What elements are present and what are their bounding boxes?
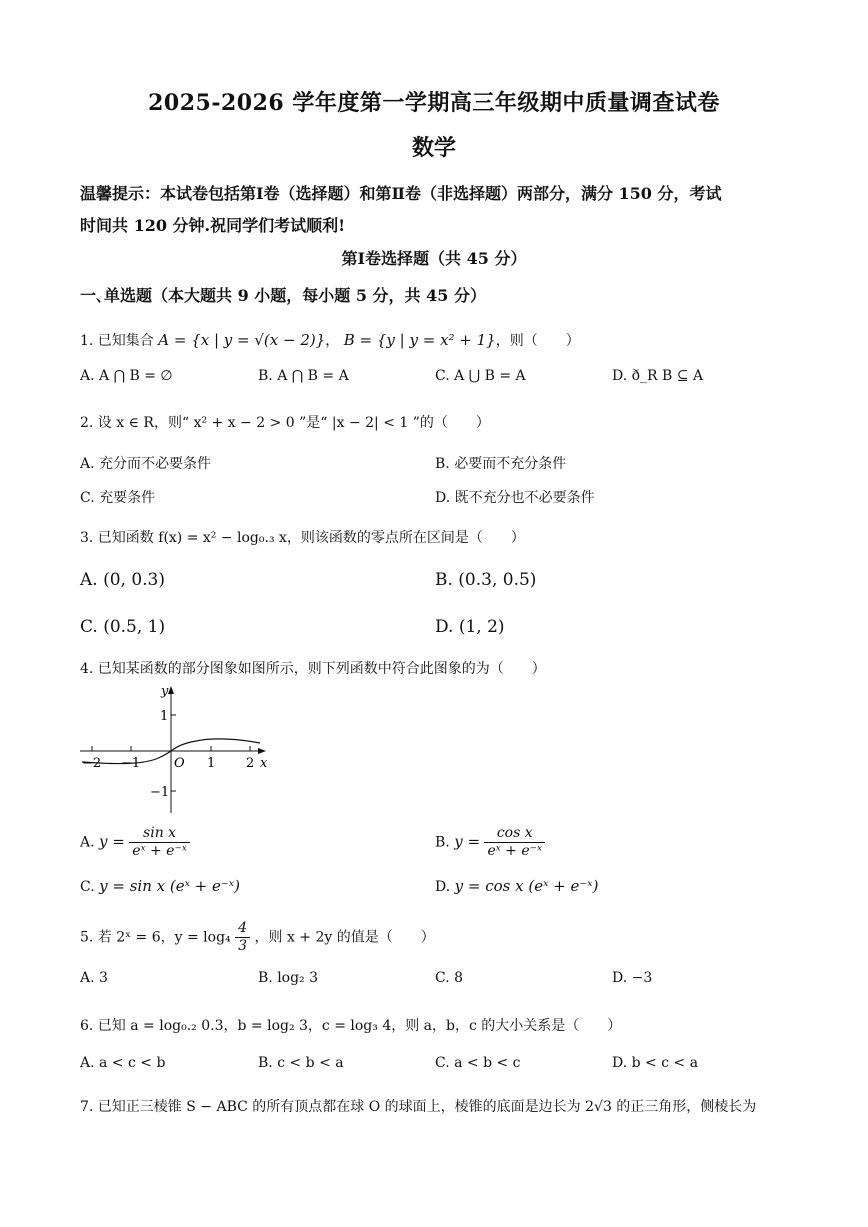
- q2-option-a: A. 充分而不必要条件: [80, 456, 212, 472]
- q4-a-denominator: eˣ + e⁻ˣ: [132, 843, 187, 859]
- q1-option-b: B. A ⋂ B = A: [258, 368, 349, 384]
- q5-fraction: [235, 920, 250, 955]
- q4-a-lhs: y =: [99, 832, 125, 851]
- origin-label: O: [174, 756, 185, 771]
- q4-option-b: [435, 825, 545, 860]
- tip-line-1: 温馨提示：本试卷包括第Ⅰ卷（选择题）和第Ⅱ卷（非选择题）两部分，满分 150 分，考试: [80, 184, 722, 203]
- tip-line-2: 时间共 120 分钟.祝同学们考试顺利!: [80, 216, 346, 235]
- y-tick-label-neg1: −1: [150, 785, 170, 800]
- q4-b-denominator: eˣ + e⁻ˣ: [487, 843, 542, 859]
- x-tick-label-neg1: −1: [121, 756, 141, 771]
- q4-c-text: y = sin x (eˣ + e⁻ˣ): [99, 877, 240, 895]
- q1-stem-pre: 1. 已知集合: [80, 333, 154, 349]
- q1-stem-post: ，则（ ）: [495, 333, 580, 349]
- q5-stem-pre: 5. 若 2ˣ = 6，y = log₄: [80, 929, 231, 946]
- y-axis-arrow: [168, 686, 174, 694]
- q2-option-d: D. 既不充分也不必要条件: [435, 490, 595, 506]
- q4-c-label: C.: [80, 879, 95, 895]
- q1-option-d: D. ð_R B ⊆ A: [612, 368, 704, 384]
- question-7-stem: 7. 已知正三棱锥 S − ABC 的所有顶点都在球 O 的球面上，棱锥的底面是边长为 2√3 的正三角形，侧棱长为: [80, 1099, 757, 1115]
- function-graph: [80, 683, 280, 815]
- question-4-stem: 4. 已知某函数的部分图象如图所示，则下列函数中符合此图象的为（ ）: [80, 661, 546, 677]
- x-tick-label-neg2: −2: [82, 756, 102, 771]
- y-tick-label-1: 1: [160, 709, 169, 724]
- q3-option-c: C. (0.5, 1): [80, 617, 166, 637]
- q6-option-a: A. a < c < b: [80, 1055, 166, 1071]
- y-axis-label: y: [161, 684, 169, 699]
- x-tick-label-2: 2: [246, 756, 255, 771]
- page-title: 2025-2026 学年度第一学期高三年级期中质量调查试卷: [148, 90, 720, 116]
- q4-b-lhs: y =: [454, 832, 481, 851]
- q4-b-fraction: [484, 825, 545, 860]
- question-6-stem: 6. 已知 a = log₀.₂ 0.3，b = log₂ 3，c = log₃ 4，则 a，b，c 的大小关系是（ ）: [80, 1018, 622, 1034]
- part-heading: 一､单选题（本大题共 9 小题，每小题 5 分，共 45 分）: [80, 286, 486, 305]
- x-tick-label-1: 1: [207, 756, 216, 771]
- section-heading: 第Ⅰ卷选择题（共 45 分）: [341, 249, 527, 268]
- q4-b-numerator: cos x: [484, 825, 545, 843]
- q6-option-d: D. b < c < a: [612, 1055, 699, 1071]
- q6-option-b: B. c < b < a: [258, 1055, 344, 1071]
- q5-stem-post: ，则 x + 2y 的值是（ ）: [254, 929, 435, 946]
- q4-d-text: y = cos x (eˣ + e⁻ˣ): [454, 877, 599, 895]
- q5-option-c: C. 8: [435, 970, 464, 986]
- q4-option-c: [80, 877, 240, 895]
- exam-tip: [80, 178, 795, 242]
- q1-set-b: B = {y | y = x² + 1}: [343, 331, 496, 349]
- q3-option-a: A. (0, 0.3): [80, 570, 166, 590]
- q1-sep: ，: [325, 333, 340, 349]
- q4-d-label: D.: [435, 879, 451, 895]
- question-1-stem: [80, 330, 580, 350]
- question-5-stem: [80, 920, 435, 955]
- q5-numerator: 4: [235, 920, 250, 938]
- x-axis-arrow: [258, 748, 266, 754]
- q1-option-c: C. A ⋃ B = A: [435, 368, 526, 384]
- q4-option-d: [435, 877, 598, 895]
- q2-option-b: B. 必要而不充分条件: [435, 456, 567, 472]
- q5-denominator: 3: [238, 938, 248, 954]
- q5-option-a: A. 3: [80, 970, 108, 986]
- q1-option-a: A. A ⋂ B = ∅: [80, 368, 173, 384]
- q1-set-a: A = {x | y = √(x − 2)}: [158, 331, 326, 349]
- q4-b-label: B.: [435, 834, 450, 851]
- q4-a-fraction: [129, 825, 190, 860]
- q6-option-c: C. a < b < c: [435, 1055, 521, 1071]
- q3-option-b: B. (0.3, 0.5): [435, 570, 537, 590]
- q4-a-numerator: sin x: [129, 825, 190, 843]
- q5-option-d: D. −3: [612, 970, 653, 986]
- question-3-stem: 3. 已知函数 f(x) = x² − log₀.₃ x，则该函数的零点所在区间是（ ）: [80, 530, 525, 546]
- q4-option-a: [80, 825, 190, 860]
- q5-option-b: B. log₂ 3: [258, 970, 319, 986]
- subject-title: 数学: [411, 135, 456, 161]
- q3-option-d: D. (1, 2): [435, 617, 505, 637]
- x-axis-label: x: [260, 756, 268, 771]
- q2-option-c: C. 充要条件: [80, 490, 156, 506]
- question-2-stem: 2. 设 x ∈ R，则“ x² + x − 2 > 0 ”是“ |x − 2| < 1 ”的（ ）: [80, 415, 490, 431]
- q4-a-label: A.: [80, 834, 95, 851]
